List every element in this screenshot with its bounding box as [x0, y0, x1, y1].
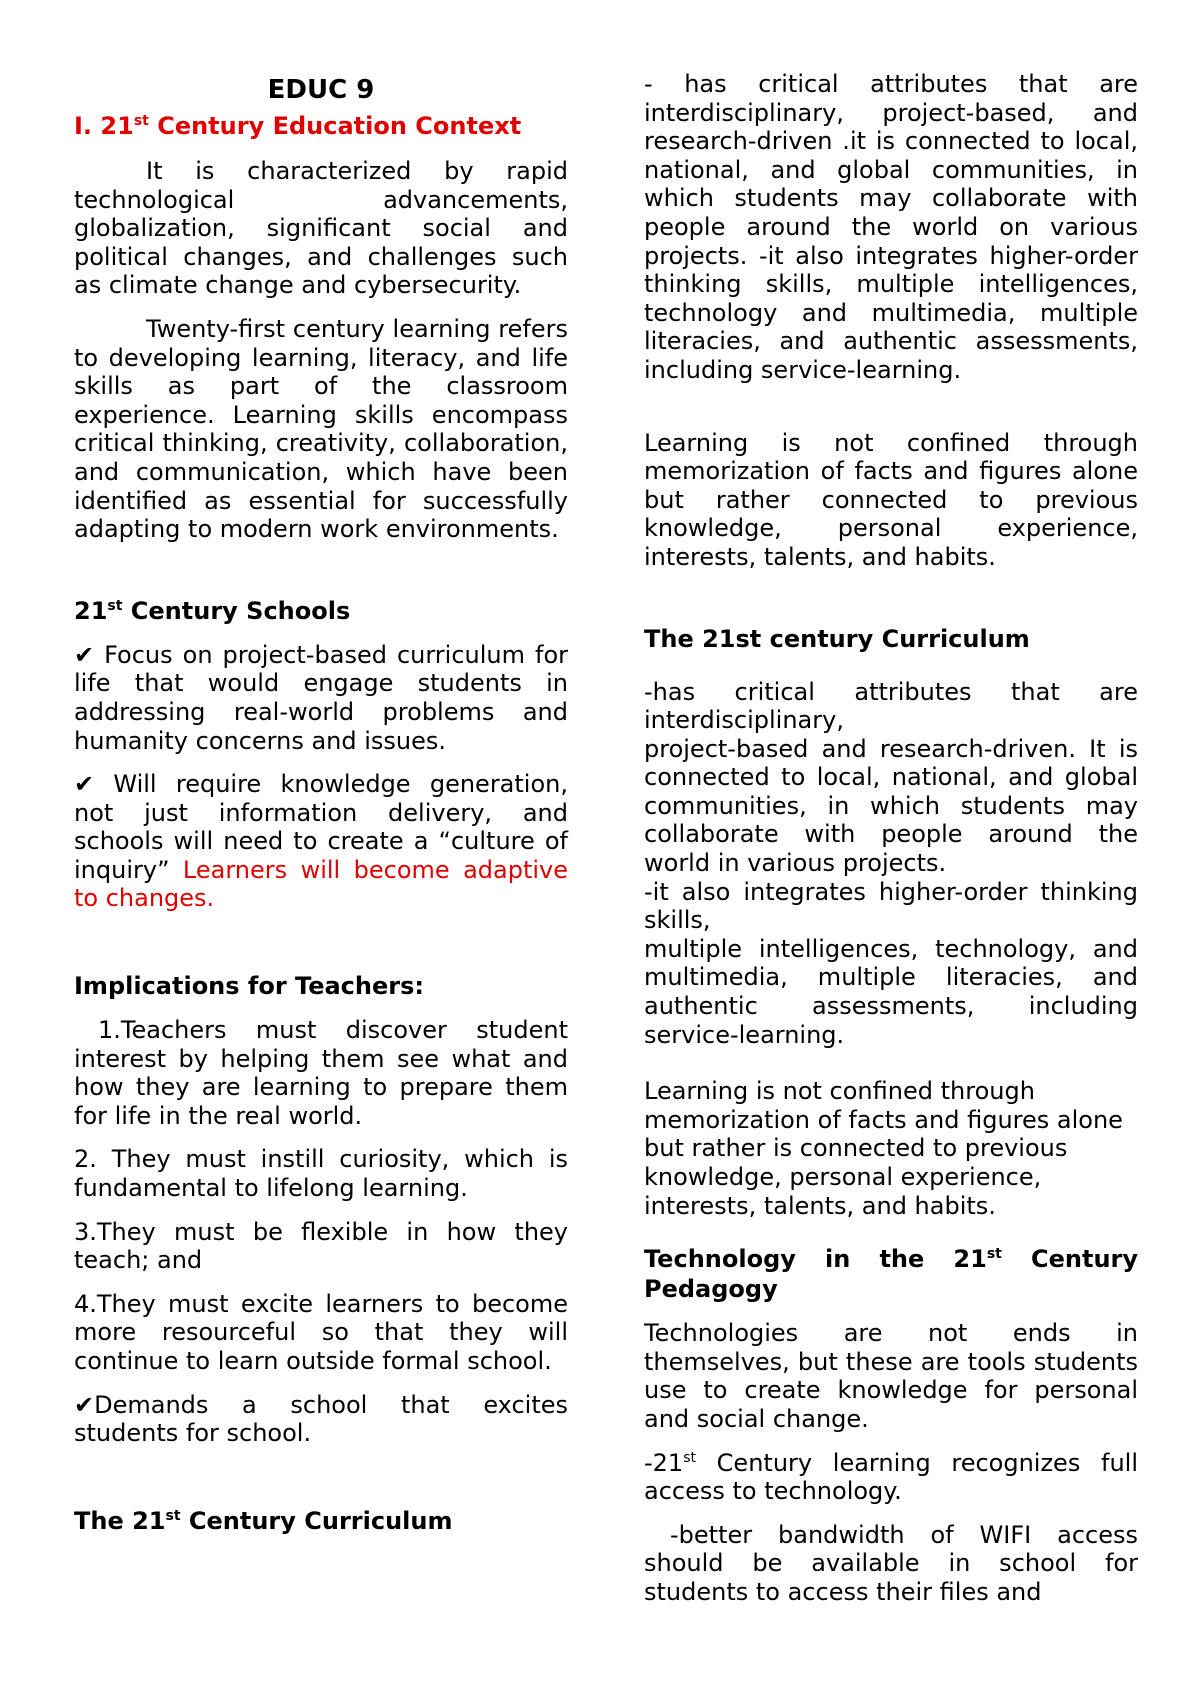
section-heading-rest: Century Education Context: [148, 112, 522, 140]
curriculum-attributes-paragraph: - has critical attributes that are interdisciplinary, project-based, and research-driven .it is connected to local, national, and global communities, in which students may collaborate with people around the world on various projects. -it also integrates higher-order thinking skills, multiple intelligences, technology and multimedia, multiple literacies, and authentic assessments, including service-learning.: [644, 70, 1138, 384]
curriculum-line-3: -it also integrates higher-order thinking skills,: [644, 877, 1138, 935]
learning-line-5: interests, talents, and habits.: [644, 1191, 996, 1220]
implication-item-2: 2. They must instill curiosity, which is fundamental to lifelong learning.: [74, 1145, 568, 1203]
implication-item-4: 4.They must excite learners to become more resourceful so that they will continue to learn outside formal school.: [74, 1289, 568, 1375]
curriculum-heading-prefix: The 21: [74, 1506, 166, 1535]
schools-item-text: ✔ Will require knowledge generation, not just information delivery, and schools will need to create a “culture of inquiry”: [74, 770, 568, 884]
curriculum-heading-sup: st: [165, 1507, 181, 1524]
implications-heading: Implications for Teachers:: [74, 972, 424, 1001]
technology-bandwidth-paragraph: -better bandwidth of WIFI access should be available in school for students to access their files and: [644, 1520, 1138, 1606]
schools-heading-sup: st: [107, 597, 123, 614]
schools-item-knowledge-generation: [74, 770, 568, 913]
curriculum-line-2: project-based and research-driven. It is connected to local, national, and global communities, in which students may collaborate with people around the world in various projects.: [644, 734, 1138, 878]
technology-heading-sup: st: [986, 1246, 1002, 1263]
schools-item-project-based: ✔ Focus on project-based curriculum for life that would engage students in addressing real-world problems and humanity concerns and issues.: [74, 640, 568, 755]
learning-line-4: knowledge, personal experience,: [644, 1163, 1042, 1191]
technology-access-prefix: -21: [644, 1448, 684, 1477]
implication-item-3: 3.They must be flexible in how they teach; and: [74, 1217, 568, 1275]
section-heading-sup: st: [133, 113, 149, 129]
left-column: [74, 70, 568, 1536]
learning-line-3: but rather is connected to previous: [644, 1134, 1068, 1163]
learning-block: [644, 1077, 1138, 1220]
curriculum-line-1: -has critical attributes that are interdisciplinary,: [644, 677, 1138, 735]
schools-heading: [74, 596, 568, 626]
schools-heading-rest: Century Schools: [122, 596, 351, 625]
schools-item-highlight: Learners will become adaptive to changes.: [74, 855, 568, 913]
course-title: EDUC 9: [267, 75, 375, 105]
implication-item-1: 1.Teachers must discover student interest by helping them see what and how they are learning to prepare them for life in the real world.: [74, 1016, 568, 1130]
technology-heading: [644, 1244, 1138, 1304]
technology-tools-paragraph: Technologies are not ends in themselves, but these are tools students use to create knowledge for personal and social change.: [644, 1319, 1138, 1433]
curriculum-line-4: multiple intelligences, technology, and multimedia, multiple literacies, and authentic assessments, including service-learning.: [644, 934, 1138, 1049]
technology-access-paragraph: [644, 1449, 1138, 1506]
curriculum-heading-rest: Century Curriculum: [180, 1506, 453, 1535]
learning-line-2: memorization of facts and figures alone: [644, 1105, 1123, 1134]
section-heading-prefix: I. 21: [74, 112, 134, 140]
section-heading-education-context: [74, 110, 568, 142]
learning-definition-paragraph: Twenty-first century learning refers to developing learning, literacy, and life skills as part of the classroom experience. Learning skills encompass critical thinking, creativity, collaboration, and communication, which have been identified as essential for successfully adapting to modern work environments.: [74, 314, 568, 544]
context-paragraph: It is characterized by rapid technological advancements, globalization, significant social and political changes, and challenges such as climate change and cybersecurity.: [74, 157, 568, 300]
right-curriculum-heading: The 21st century Curriculum: [644, 624, 1030, 653]
technology-heading-rest: Century Pedagogy: [644, 1245, 1139, 1304]
schools-heading-prefix: 21: [74, 596, 108, 625]
technology-access-rest: Century learning recognizes full access to technology.: [644, 1448, 1138, 1506]
technology-access-sup: st: [683, 1449, 696, 1466]
technology-heading-prefix: Technology in the 21: [644, 1245, 987, 1274]
implication-item-5: ✔Demands a school that excites students for school.: [74, 1390, 568, 1448]
learning-line-1: Learning is not confined through: [644, 1077, 1035, 1106]
left-curriculum-heading: [74, 1506, 568, 1536]
right-column: [644, 70, 1138, 1607]
learning-not-confined-paragraph: Learning is not confined through memorization of facts and figures alone but rather connected to previous knowledge, personal experience, interests, talents, and habits.: [644, 428, 1138, 571]
